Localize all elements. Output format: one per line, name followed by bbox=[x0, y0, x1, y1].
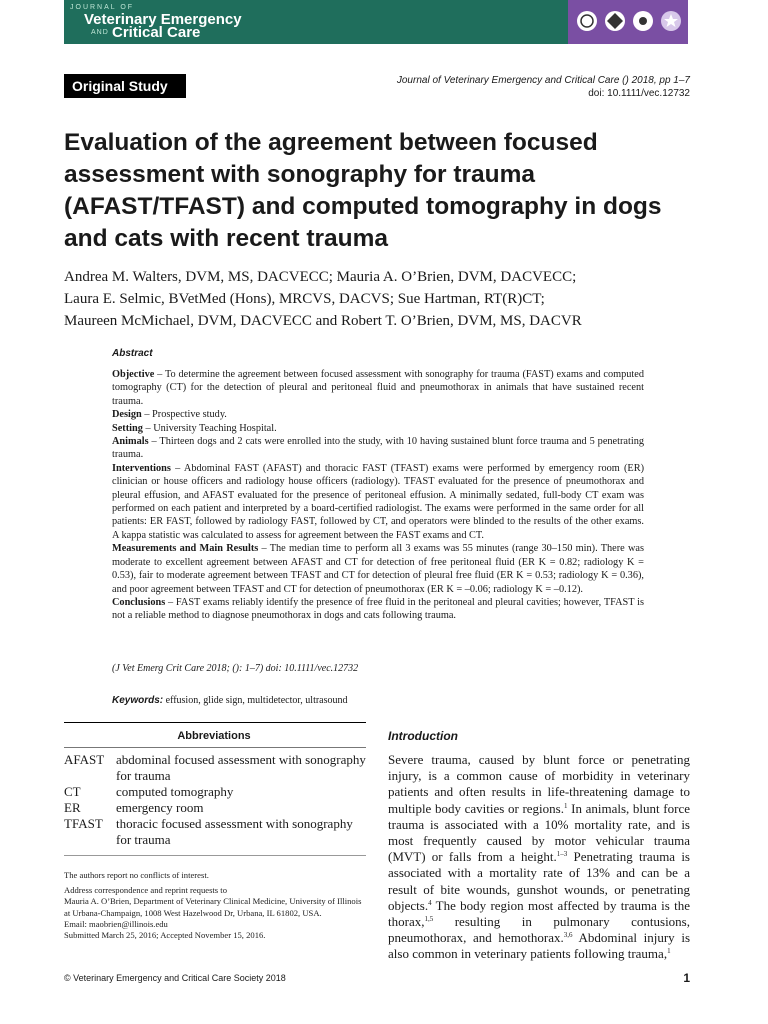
keywords bbox=[112, 695, 348, 706]
footnote-rule bbox=[64, 855, 366, 856]
author-line: Maureen McMichael, DVM, DACVECC and Robert T. O’Brien, DVM, MS, DACVR bbox=[64, 313, 582, 329]
citation-ref: 1 bbox=[667, 947, 671, 956]
abstract-section-text: – Abdominal FAST (AFAST) and thoracic FAST (TFAST) exams were performed by emergency room (ER) clinician or house officers and radiology house officers (radiology). TFAST evaluated for the presence of pneumothorax and pleural effusion, and AFAST evaluated for the presence of peritoneal effusion. A minimally sedated, full-body CT exam was performed on each patient and interpreted by a board-certified radiologist. The exams were performed in the same order for all patients: ER FAST, followed by radiology FAST, followed by CT, and operators were blinded to the results of the other exams. A kappa statistic was calculated to assess for agreement between the FAST exams and CT. bbox=[112, 462, 644, 541]
abstract-section-text: – Prospective study. bbox=[141, 409, 227, 421]
abbreviation-row bbox=[64, 800, 368, 816]
abstract-section-label: Design bbox=[112, 409, 142, 421]
intro-text: resulting in pulmonary contusions, pneumothorax, and hemothorax. bbox=[388, 914, 690, 946]
society-star-icon bbox=[660, 10, 682, 32]
abstract-section bbox=[112, 462, 644, 542]
abstract-section-label: Interventions bbox=[112, 462, 171, 474]
society-seal-icon bbox=[576, 10, 598, 32]
journal-of-label: JOURNAL OF bbox=[70, 4, 135, 11]
article-type-badge: Original Study bbox=[64, 74, 186, 98]
journal-citation: Journal of Veterinary Emergency and Critical Care () 2018, pp 1–7 bbox=[396, 75, 690, 86]
abbreviation-definition: thoracic focused assessment with sonography for trauma bbox=[116, 816, 353, 847]
intro-text: Severe trauma, caused by blunt force or penetrating injury, is a common cause of morbidity in veterinary patients and often results in life-threatening damage to multiple body cavities or regions. bbox=[388, 752, 690, 816]
abstract-section-text: – FAST exams reliably identify the presence of free fluid in the peritoneal and pleural cavities; however, TFAST is not a reliable method to diagnose pneumothorax in dogs and cats following trauma. bbox=[112, 596, 644, 622]
abstract-section-text: – To determine the agreement between focused assessment with sonography for trauma (FAST) exams and computed tomography (CT) for the detection of pleural and peritoneal fluid and pneumothorax in animals that have sustained recent trauma. bbox=[112, 369, 644, 407]
copyright: © Veterinary Emergency and Critical Care Society 2018 bbox=[64, 973, 286, 983]
submission-dates: Submitted March 25, 2016; Accepted November 15, 2016. bbox=[64, 930, 266, 941]
abbreviation-row bbox=[64, 784, 368, 800]
abbreviation-term: AFAST bbox=[64, 752, 105, 767]
abbreviation-row bbox=[64, 816, 368, 848]
citation-ref: 1–3 bbox=[556, 850, 568, 859]
abstract-section bbox=[112, 435, 644, 462]
introduction-heading: Introduction bbox=[388, 729, 458, 743]
abstract-section-text: – Thirteen dogs and 2 cats were enrolled into the study, with 10 having sustained blunt force trauma and 5 penetrating trauma. bbox=[112, 436, 644, 461]
abstract-section-label: Animals bbox=[112, 436, 149, 448]
author-list bbox=[64, 266, 714, 332]
abstract-section-label: Measurements and Main Results bbox=[112, 543, 259, 555]
abbreviation-term: ER bbox=[64, 800, 81, 815]
footnotes bbox=[64, 870, 368, 941]
abbreviation-definition: emergency room bbox=[116, 800, 204, 815]
keywords-text: effusion, glide sign, multidetector, ultrasound bbox=[165, 695, 348, 706]
society-cross-icon bbox=[604, 10, 626, 32]
conflict-statement: The authors report no conflicts of interest. bbox=[64, 870, 209, 880]
article-title: Evaluation of the agreement between focused assessment with sonography for trauma (AFAST/TFAST) and computed tomography in dogs and cats with recent trauma bbox=[64, 129, 662, 252]
abbreviations-top-rule bbox=[64, 722, 366, 723]
abstract-section bbox=[112, 368, 644, 408]
abstract-section-label: Objective bbox=[112, 369, 155, 380]
abstract-section-text: – University Teaching Hospital. bbox=[142, 422, 277, 434]
citation-ref: 4 bbox=[428, 898, 432, 907]
journal-and-label: AND bbox=[91, 29, 109, 36]
correspondence-address: Mauria A. O’Brien, Department of Veterinary Clinical Medicine, University of Illinois at Urbana-Champaign, 1008 West Hazelwood Dr, Urbana, IL 61802, USA. bbox=[64, 896, 362, 918]
abstract-citation: (J Vet Emerg Crit Care 2018; (): 1–7) doi: 10.1111/vec.12732 bbox=[112, 663, 359, 674]
author-line: Andrea M. Walters, DVM, MS, DACVECC; Mauria A. O’Brien, DVM, DACVECC; bbox=[64, 269, 577, 285]
abstract-body bbox=[112, 368, 644, 623]
abstract-section bbox=[112, 596, 644, 623]
intro-text: The body region most affected by trauma is the thorax, bbox=[388, 897, 690, 930]
abstract-heading: Abstract bbox=[112, 348, 153, 359]
intro-text: Penetrating trauma is associated with a mortality rate of 13% and can be a result of bite wounds, gunshot wounds, or penetrating objects. bbox=[388, 849, 690, 913]
correspondence-label: Address correspondence and reprint requests to bbox=[64, 885, 227, 896]
citation-ref: 1 bbox=[563, 801, 568, 810]
abbreviations-heading: Abbreviations bbox=[177, 730, 251, 742]
abstract-section-text: – The median time to perform all 3 exams was 55 minutes (range 30–150 min). There was moderate to excellent agreement between AFAST and CT for detection of free peritoneal fluid (ER K = 0.82; radiology K = 0.53), fair to moderate agreement between TFAST and CT for detection of pleural free fluid (ER K = 0.53; radiology K = 0.36), and poor agreement between TFAST and CT for detection of pneumothorax (ER K = –0.06; radiology K = –0.12). bbox=[112, 543, 644, 595]
society-emblem-icon bbox=[632, 10, 654, 32]
journal-name-line2: Critical Care bbox=[112, 24, 201, 41]
keywords-label: Keywords: bbox=[112, 695, 164, 706]
abstract-section-label: Conclusions bbox=[112, 596, 166, 608]
abstract-section bbox=[112, 408, 644, 421]
page-number: 1 bbox=[683, 971, 690, 985]
society-logos-panel bbox=[568, 0, 688, 44]
doi: doi: 10.1111/vec.12732 bbox=[588, 88, 690, 99]
correspondence-email: Email: maobrien@illinois.edu bbox=[64, 918, 168, 929]
intro-text: In animals, blunt force trauma is associated with a 10% mortality rate, and is most frequently caused by motor vehicular trauma (MVT) or falls from a height. bbox=[388, 800, 690, 865]
introduction-paragraph bbox=[388, 752, 690, 963]
abbreviation-definition: abdominal focused assessment with sonography for trauma bbox=[116, 752, 366, 783]
journal-name-line1: Veterinary Emergency bbox=[84, 11, 242, 28]
citation-ref: 3,6 bbox=[563, 931, 573, 940]
abbreviations-list bbox=[64, 752, 368, 848]
abbreviation-term: TFAST bbox=[64, 816, 103, 831]
citation-ref: 1,5 bbox=[424, 915, 434, 924]
abstract-section-label: Setting bbox=[112, 422, 143, 434]
author-line: Laura E. Selmic, BVetMed (Hons), MRCVS, DACVS; Sue Hartman, RT(R)CT; bbox=[64, 291, 545, 307]
abstract-section bbox=[112, 542, 644, 596]
abbreviations-divider bbox=[64, 747, 366, 748]
abbreviation-definition: computed tomography bbox=[116, 784, 234, 799]
intro-text: Abdominal injury is also common in veterinary patients following trauma, bbox=[388, 930, 690, 962]
abbreviation-row bbox=[64, 752, 368, 784]
abstract-section bbox=[112, 422, 644, 435]
abbreviation-term: CT bbox=[64, 784, 81, 799]
